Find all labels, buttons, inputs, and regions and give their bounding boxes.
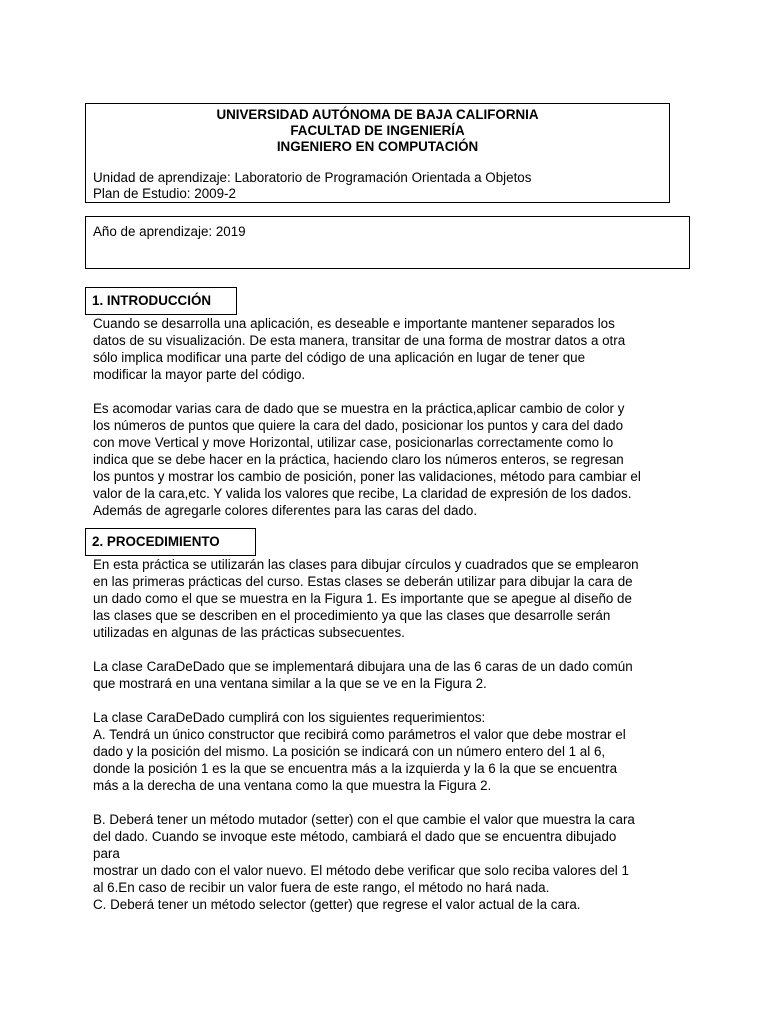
text-line: donde la posición 1 es la que se encuentra más a la izquierda y la 6 la que se encuentra [93,761,618,776]
text-line: un dado como el que se muestra en la Figura 1. Es importante que se apegue al diseño de [93,591,632,606]
section-title-procedure: 2. PROCEDIMIENTO [85,528,256,556]
text-line: modificar la mayor parte del código. [93,367,306,382]
paragraph [93,556,693,641]
introduction-body [93,315,693,519]
text-line: valor de la cara,etc. Y valida los valores que recibe, La claridad de expresión de los dados. [93,486,632,501]
paragraph [93,315,693,383]
text-line: Además de agregarle colores diferentes para las caras del dado. [93,503,478,518]
text-line: A. Tendrá un único constructor que recibirá como parámetros el valor que debe mostrar el [93,727,626,742]
procedure-body [93,556,693,913]
paragraph [93,658,693,692]
year-box [85,216,690,269]
paragraph [93,811,693,913]
text-line: datos de su visualización. De esta manera, transitar de una forma de mostrar datos a otra [93,333,626,348]
section-title-introduction: 1. INTRODUCCIÓN [85,287,237,315]
paragraph [93,709,693,794]
text-line: sólo implica modificar una parte del código de una aplicación en lugar de tener que [93,350,586,365]
header-box [85,103,670,203]
university-name: UNIVERSIDAD AUTÓNOMA DE BAJA CALIFORNIA [216,107,539,122]
text-line: La clase CaraDeDado cumplirá con los siguientes requerimientos: [93,710,486,725]
faculty-name: FACULTAD DE INGENIERÍA [290,123,465,138]
text-line: más a la derecha de una ventana como la que muestra la Figura 2. [93,778,492,793]
learning-unit: Unidad de aprendizaje: Laboratorio de Programación Orientada a Objetos [93,170,532,185]
program-name: INGENIERO EN COMPUTACIÓN [276,139,479,154]
text-line: con move Vertical y move Horizontal, utilizar case, posicionarlas correctamente como lo [93,435,614,450]
text-line: Cuando se desarrolla una aplicación, es deseable e importante mantener separados los [93,316,615,331]
paragraph [93,400,693,519]
text-line: dado y la posición del mismo. La posición se indicará con un número entero del 1 al 6, [93,744,606,759]
study-plan: Plan de Estudio: 2009-2 [93,186,236,201]
text-line: las clases que se describen en el procedimiento ya que las clases que desarrolle serán [93,608,611,623]
text-line: indica que se debe hacer en la práctica, haciendo claro los números enteros, se regresan [93,452,624,467]
text-line: al 6.En caso de recibir un valor fuera de este rango, el método no hará nada. [93,880,550,895]
text-line: Es acomodar varias cara de dado que se muestra en la práctica,aplicar cambio de color y [93,401,625,416]
text-line: para [93,846,120,861]
text-line: que mostrará en una ventana similar a la que se ve en la Figura 2. [93,676,487,691]
text-line: del dado. Cuando se invoque este método, cambiará el dado que se encuentra dibujado [93,829,617,844]
text-line: en las primeras prácticas del curso. Estas clases se deberán utilizar para dibujar la cara de [93,574,633,589]
text-line: utilizadas en algunas de las prácticas subsecuentes. [93,625,405,640]
text-line: B. Deberá tener un método mutador (setter) con el que cambie el valor que muestra la cara [93,812,635,827]
learning-year: Año de aprendizaje: 2019 [93,224,246,239]
text-line: La clase CaraDeDado que se implementará dibujara una de las 6 caras de un dado común [93,659,633,674]
text-line: los números de puntos que quiere la cara del dado, posicionar los puntos y cara del dado [93,418,624,433]
text-line: C. Deberá tener un método selector (getter) que regrese el valor actual de la cara. [93,897,581,912]
text-line: mostrar un dado con el valor nuevo. El método debe verificar que solo reciba valores del 1 [93,863,629,878]
text-line: En esta práctica se utilizarán las clases para dibujar círculos y cuadrados que se emplearon [93,557,639,572]
text-line: los puntos y mostrar los cambio de posición, poner las validaciones, método para cambiar el [93,469,641,484]
